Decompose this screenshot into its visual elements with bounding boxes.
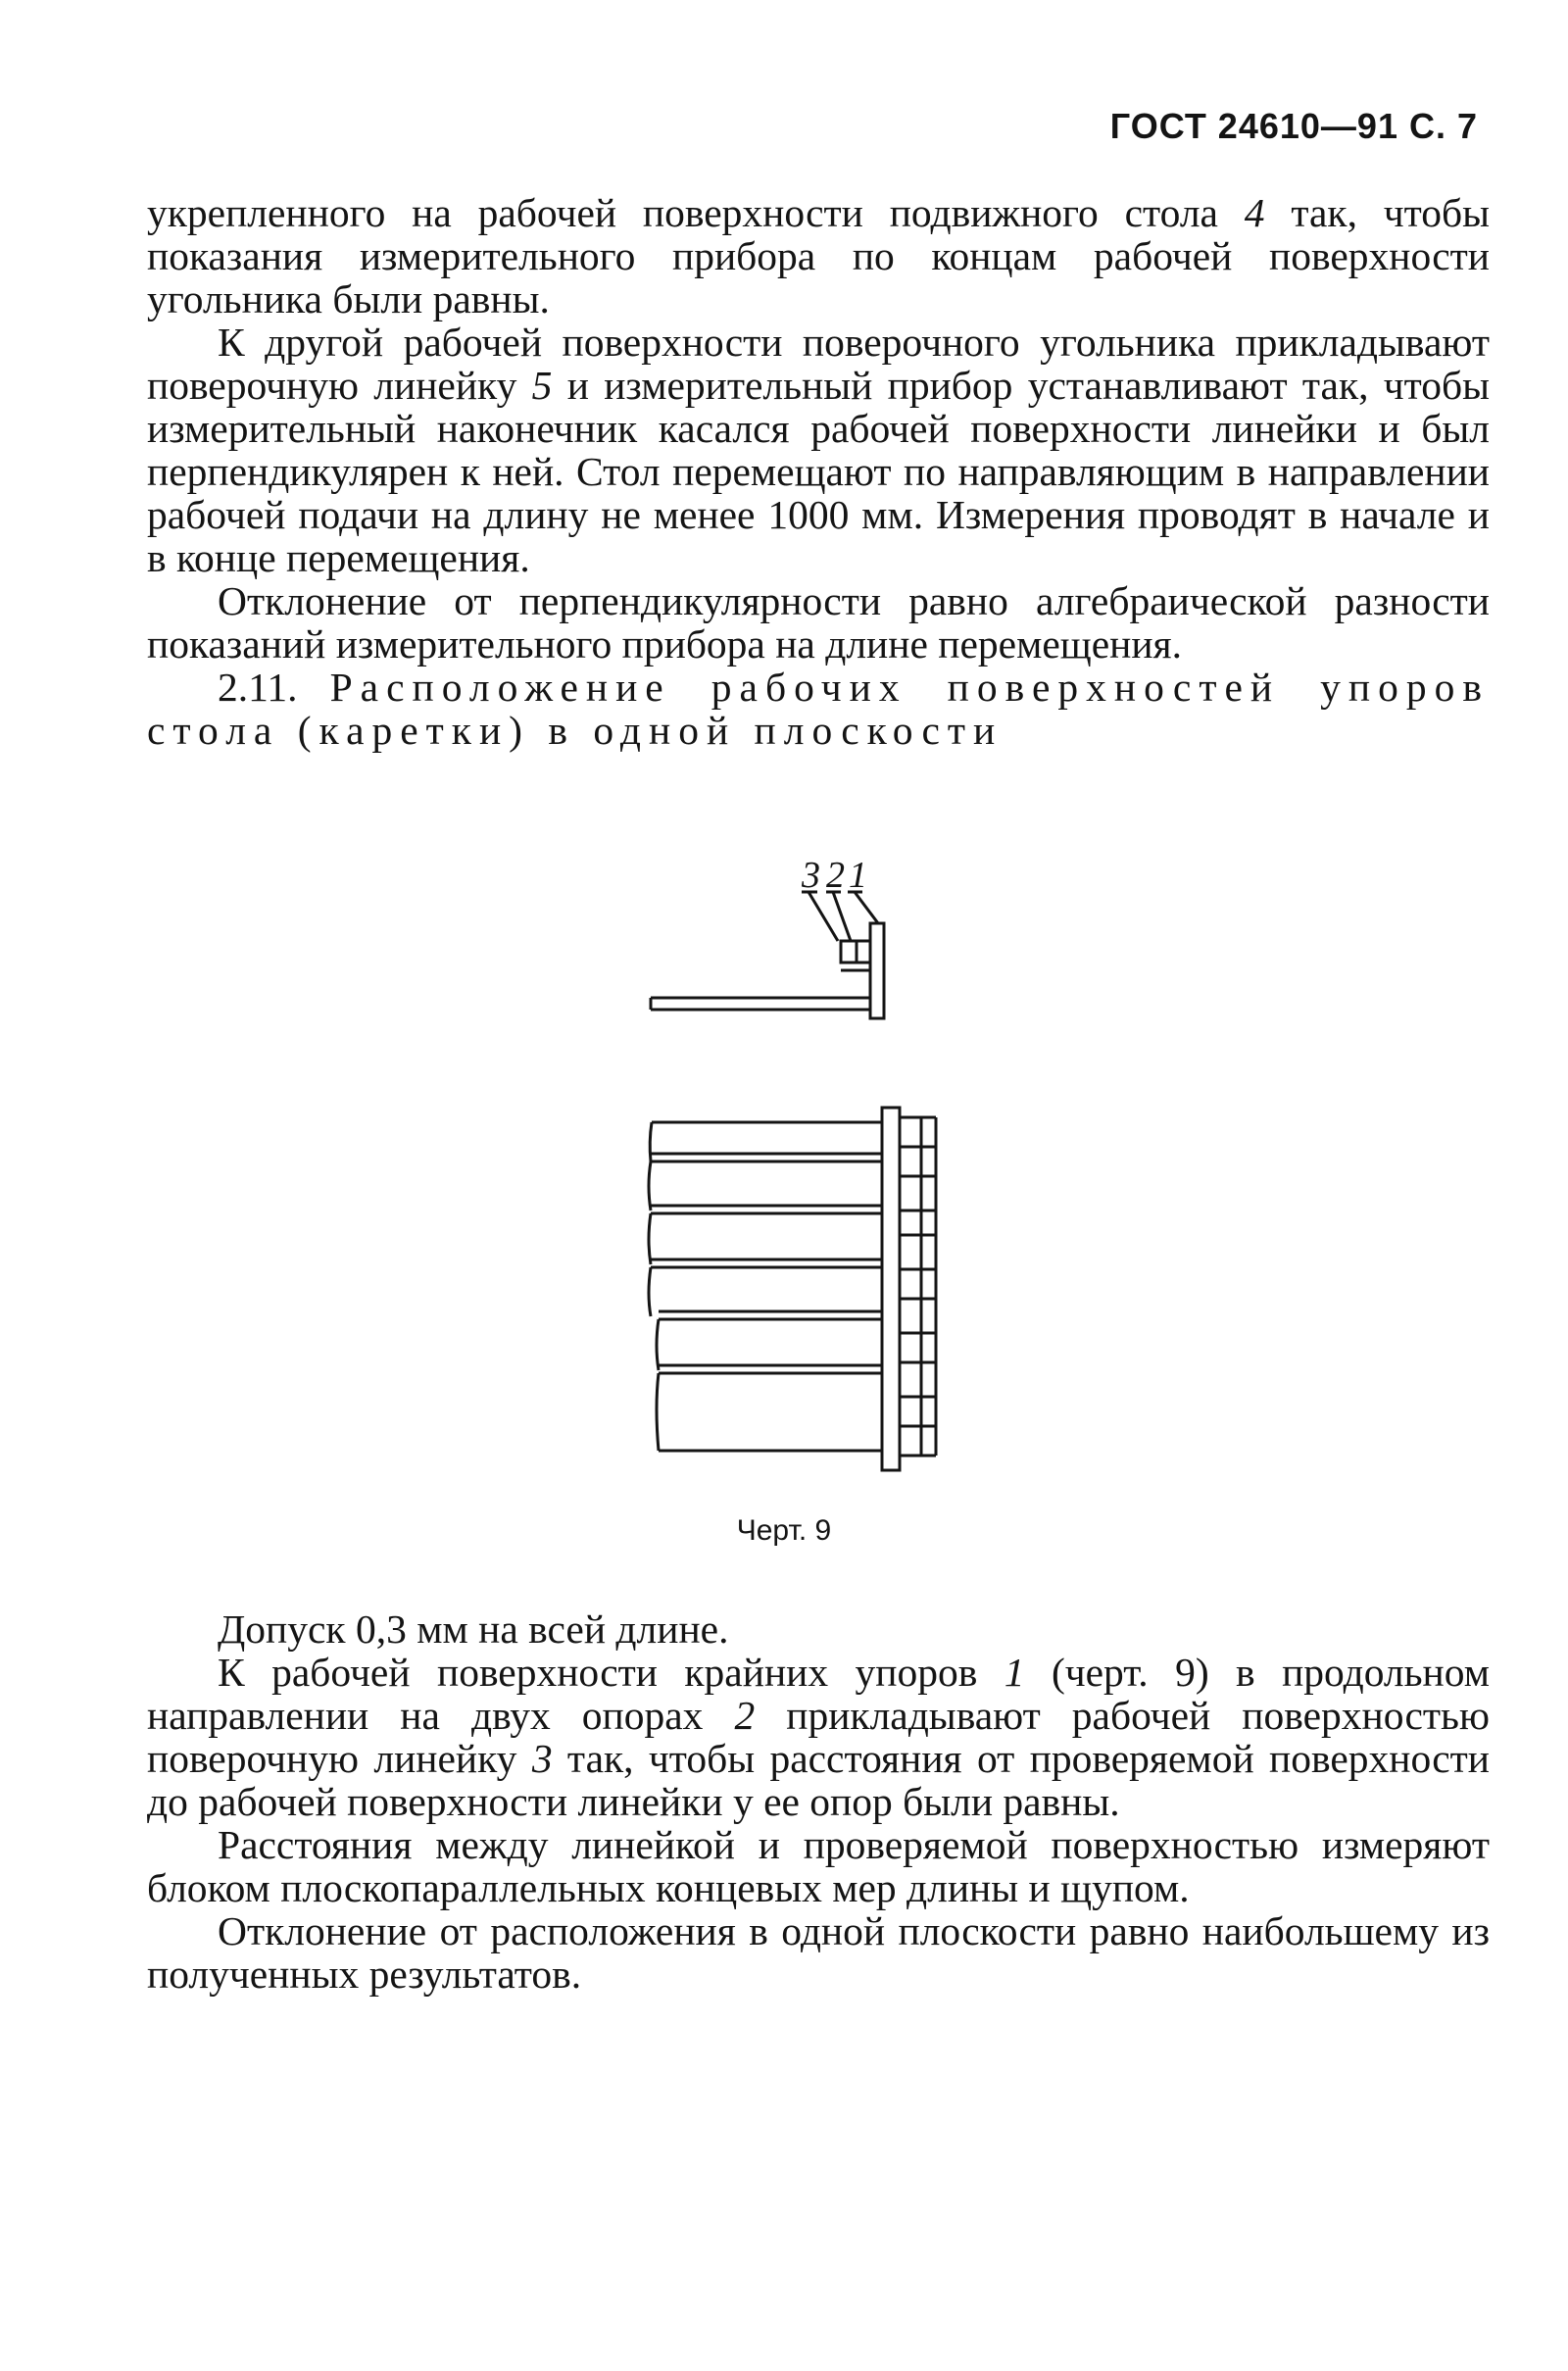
ref-number: 4 (1244, 190, 1265, 235)
figure-9-top-view (637, 833, 970, 1029)
page-header: ГОСТ 24610—91 С. 7 (1109, 106, 1478, 146)
figure-label-1: 1 (849, 855, 867, 896)
figure-9-front-view (637, 1093, 970, 1485)
ref-number: 2 (734, 1693, 756, 1738)
section-title: Расположение рабочих поверхностей упоров стола (каретки) в одной плоскости (147, 665, 1490, 753)
paragraph-continuation: укрепленного на рабочей поверхности подвижного стола 4 так, чтобы показания измерительного прибора по концам рабочей поверхности угольника были равны. (147, 190, 1490, 321)
figure-label-3: 3 (802, 855, 820, 896)
section-number: 2.11. (218, 665, 298, 710)
ref-number: 3 (531, 1736, 553, 1781)
ref-number: 5 (531, 363, 553, 408)
paragraph-ruler-method: К другой рабочей поверхности поверочного угольника прикладывают поверочную линейку 5 и измерительный прибор устанавливают так, чтобы измерительный наконечник касался рабочей поверхности линейки и был перпендикулярен к ней. Стол перемещают по направляющим в направлении рабочей подачи на длину не менее 1000 мм. Измерения проводят в начале и в конце перемещения. (147, 320, 1490, 580)
top-text-block (147, 191, 1490, 752)
paragraph-measurement: Расстояния между линейкой и проверяемой поверхностью измеряют блоком плоскопараллельных концевых мер длины и щупом. (147, 1822, 1490, 1910)
bottom-text-block (147, 1607, 1490, 1996)
figure-label-2: 2 (826, 855, 845, 896)
ref-number: 1 (1004, 1650, 1025, 1695)
paragraph-method: К рабочей поверхности крайних упоров 1 (черт. 9) в продольном направлении на двух опорах 2 прикладывают рабочей поверхностью поверочную линейку 3 так, чтобы расстояния от проверяемой поверхности до рабочей поверхности линейки у ее опор были равны. (147, 1650, 1490, 1824)
section-heading (147, 666, 1490, 752)
paragraph-tolerance: Допуск 0,3 мм на всей длине. (218, 1606, 729, 1652)
figure-caption: Черт. 9 (736, 1514, 832, 1547)
paragraph-perpendicularity-deviation: Отклонение от перпендикулярности равно алгебраической разности показаний измерительного прибора на длине перемещения. (147, 578, 1490, 667)
paragraph-deviation: Отклонение от расположения в одной плоскости равно наибольшему из полученных результатов. (147, 1908, 1490, 1997)
